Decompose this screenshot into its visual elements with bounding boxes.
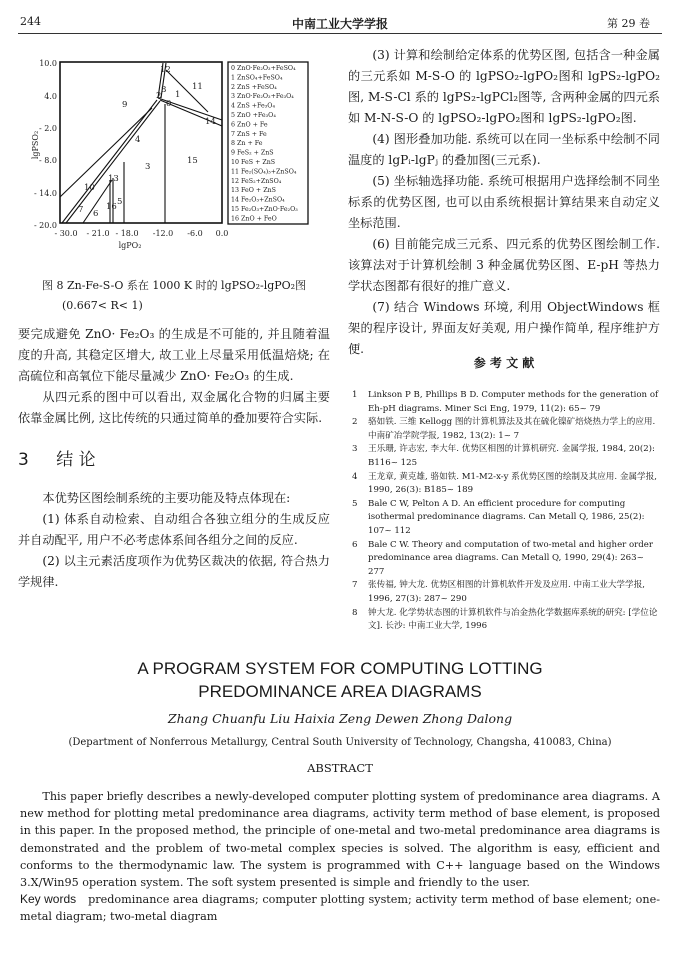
- section-heading: [18, 445, 330, 470]
- reference-item: [352, 498, 660, 539]
- legend-entry: 6 ZnO + Fe: [231, 121, 268, 129]
- legend-entry: 0 ZnO·Fe₂O₃+FeSO₄: [231, 65, 296, 72]
- y-axis-label: lgPSO₂: [31, 130, 40, 160]
- reference-text: Bale C W. Theory and computation of two-metal and higher order predominance area diagrams. Can Metall Q, 1990, 29(4): 263~ 277: [368, 539, 653, 577]
- legend-entry: 7 ZnS + Fe: [231, 130, 267, 138]
- reference-text: 钟大龙. 化学势状态图的计算机软件与冶金热化学数据库系统的研究: [学位论文]. 长沙: 中南工业大学, 1996: [368, 607, 658, 632]
- reference-number: 7: [352, 580, 358, 591]
- region-label: 12: [160, 65, 171, 75]
- legend-entry: 15 Fe₂O₃+ZnO·Fe₂O₃: [231, 206, 298, 213]
- region-labels: [78, 65, 216, 219]
- authors: Zhang Chuanfu Liu Haixia Zeng Dewen Zhong Dalong: [167, 711, 513, 726]
- reference-text: 王龙章, 黄克雄, 骆如铁. M1-M2-x-y 系优势区图的绘制及其应用. 金属学报, 1990, 26(3): B185~ 189: [368, 471, 657, 496]
- list-item: (4) 图形叠加功能. 系统可以在同一坐标系中绘制不同温度的 lgPᵢ-lgPⱼ 的叠加图(三元系).: [348, 132, 660, 167]
- legend-entry: 9 FeS₂ + ZnS: [231, 149, 274, 157]
- region-label: 13: [108, 174, 119, 184]
- reference-item: [352, 607, 660, 634]
- x-tick: - 21.0: [86, 229, 110, 238]
- paragraph: 从四元系的图中可以看出, 双金属化合物的归属主要依靠金属比例, 这比传统的只通过简单的叠加要符合实际.: [18, 390, 330, 425]
- reference-item: [352, 471, 660, 498]
- region-label: 9: [122, 100, 128, 110]
- list-item: (7) 结合 Windows 环境, 利用 ObjectWindows 框架的程序设计, 界面友好美观, 用户操作简单, 程序维护方便.: [348, 300, 660, 356]
- keywords: [20, 891, 660, 925]
- region-label: 8: [161, 85, 167, 95]
- legend-entry: 13 FeO + ZnS: [231, 187, 276, 195]
- reference-text: 张传福, 钟大龙. 优势区相图的计算机软件开发及应用. 中南工业大学学报, 1996, 27(3): 287~ 290: [368, 580, 645, 604]
- abstract-text: This paper briefly describes a newly-developed computer plotting system of predominance area diagrams. A new method for plotting metal predominance area diagrams, activity term method of base element, is proposed in this paper. In the proposed method, the principle of one-metal and two-metal predominance area diagrams is demonstrated and the problem of two-metal complex species is solved. The algorithm is easy, efficient and conforms to the thermodynamic law. The system is programmed with C++ language based on the Windows 3.X/Win95 operation system. The soft system presented is simple and friendly to the user.: [20, 790, 660, 890]
- legend-entry: 2 ZnS +FeSO₄: [231, 83, 277, 91]
- region-label: 2: [156, 91, 162, 101]
- reference-number: 6: [352, 539, 358, 550]
- reference-number: 4: [352, 471, 358, 482]
- x-tick: - 30.0: [54, 229, 78, 238]
- region-label: 10: [84, 183, 95, 193]
- reference-number: 5: [352, 498, 358, 509]
- page-number: 244: [20, 15, 41, 28]
- section-title: 结 论: [56, 450, 96, 470]
- region-label: 15: [187, 156, 198, 166]
- list-item: (2) 以主元素活度项作为优势区裁决的依据, 符合热力学规律.: [18, 554, 330, 589]
- reference-text: Linkson P B, Phillips B D. Computer methods for the generation of Eh-pH diagrams. Miner Sci Eng, 1979, 11(2): 65~ 79: [368, 390, 659, 414]
- reference-text: 王乐珊, 许志宏, 李大年. 优势区相图的计算机研究. 金属学报, 1984, 20(2): B116~ 125: [368, 444, 655, 468]
- legend-entry: 8 Zn + Fe: [231, 140, 263, 148]
- list-item: (1) 体系自动检索、自动组合各独立组分的生成反应并自动配平, 用户不必考虑体系间各组分之间的反应.: [18, 512, 330, 547]
- reference-item: [352, 579, 660, 606]
- english-title: [0, 657, 680, 703]
- legend-entry: 10 FeS + ZnS: [231, 159, 276, 166]
- affiliation: (Department of Nonferrous Metallurgy, Central South University of Technology, Changsha, 410083, China): [68, 737, 612, 748]
- region-label: 6: [93, 209, 99, 219]
- abstract-body: [20, 788, 660, 926]
- references-list: [352, 389, 660, 634]
- region-label: 3: [145, 162, 151, 172]
- x-tick: - 18.0: [115, 229, 139, 238]
- legend-entry: 16 ZnO + FeO: [231, 215, 277, 223]
- y-tick: - 8.0: [39, 156, 57, 165]
- figure-8-diagram: [0, 0, 330, 260]
- legend-entry: 14 Fe₂O₃+ZnSO₄: [231, 196, 285, 204]
- journal-name: 中南工业大学学报: [291, 17, 388, 31]
- legend: [231, 65, 298, 222]
- region-label: 1: [175, 90, 181, 100]
- section-number: 3: [18, 450, 29, 470]
- reference-number: 2: [352, 417, 358, 428]
- region-label: 0: [166, 99, 172, 109]
- x-axis-label: lgPO₂: [118, 241, 142, 250]
- x-tick: -12.0: [152, 229, 174, 238]
- reference-text: 骆如铁. 三维 Kellogg 图的计算机算法及其在硫化镍矿焙烧热力学上的应用. 中南矿冶学院学报, 1982, 13(2): 1~ 7: [368, 417, 656, 441]
- region-label: 14: [205, 117, 216, 127]
- keywords-text: predominance area diagrams; computer plotting system; activity term method of base element; one-metal diagram; two-metal diagram: [20, 893, 660, 924]
- reference-number: 3: [352, 444, 358, 455]
- legend-entry: 11 Fe₂(SO₄)₃+ZnSO₄: [231, 168, 297, 176]
- x-tick: 0.0: [215, 229, 229, 238]
- legend-entry: 12 FeS₂+ZnSO₄: [231, 177, 282, 185]
- references-heading: 参 考 文 献: [473, 356, 535, 370]
- list-item: (3) 计算和绘制给定体系的优势区图, 包括含一种金属的三元系如 M-S-O 的 lgPSO₂-lgPO₂图和 lgPS₂-lgPO₂图, M-S-Cl 系的 lgPS₂-lgPCl₂图等, 含两种金属的四元系如 M-N-S-O 的 lgPSO₂-lgPO₂图和 lgPS₂-lgPO₂图.: [348, 48, 660, 125]
- x-tick: -6.0: [187, 229, 203, 238]
- y-tick: 10.0: [39, 59, 57, 68]
- caption-line: (0.667< R< 1): [62, 299, 143, 312]
- title-line: A PROGRAM SYSTEM FOR COMPUTING LOTTING: [137, 659, 543, 678]
- legend-entry: 3 ZnO·Fe₂O₃+Fe₃O₄: [231, 93, 294, 101]
- abstract-heading: ABSTRACT: [307, 761, 373, 775]
- list-item: (6) 目前能完成三元系、四元系的优势区图绘制工作. 该算法对于计算机绘制 3 种金属优势区图、E-pH 等热力学状态图都有很好的推广意义.: [348, 237, 660, 293]
- caption-line: 图 8 Zn-Fe-S-O 系在 1000 K 时的 lgPSO₂-lgPO₂图: [42, 279, 307, 292]
- keywords-label: Key words: [20, 892, 77, 907]
- region-label: 4: [135, 135, 141, 145]
- y-tick: - 14.0: [33, 189, 57, 198]
- y-tick: - 20.0: [33, 221, 57, 230]
- reference-item: [352, 416, 660, 443]
- figure-caption: [42, 276, 306, 316]
- region-label: 16: [106, 202, 117, 212]
- volume: 第 29 卷: [607, 17, 650, 30]
- legend-entry: 1 ZnSO₄+FeSO₄: [231, 74, 283, 82]
- title-line: PREDOMINANCE AREA DIAGRAMS: [198, 682, 482, 701]
- legend-entry: 4 ZnS +Fe₃O₄: [231, 102, 275, 110]
- y-tick: 4.0: [44, 92, 57, 101]
- reference-item: [352, 389, 660, 416]
- list-item: (5) 坐标轴选择功能. 系统可根据用户选择绘制不同坐标系的优势区图, 也可以由系统根据计算结果来自动定义坐标范围.: [348, 174, 660, 230]
- region-label: 5: [117, 197, 123, 207]
- paragraph: 要完成避免 ZnO· Fe₂O₃ 的生成是不可能的, 并且随着温度的升高, 其稳定区增大, 故工业上尽量采用低温焙烧; 在高硫位和高氧位下能尽量减少 ZnO· Fe₂O₃ 的生成.: [18, 327, 330, 383]
- reference-text: Bale C W, Pelton A D. An efficient procedure for computing isothermal predominance diagrams. Can Metall Q, 1986, 25(2): 107~ 112: [368, 498, 645, 536]
- region-label: 11: [192, 82, 203, 92]
- boundary-line: [60, 108, 152, 197]
- reference-number: 1: [352, 390, 358, 400]
- left-column: [18, 324, 330, 593]
- region-label: 7: [78, 205, 84, 215]
- legend-entry: 5 ZnO +Fe₃O₄: [231, 112, 276, 119]
- y-tick: - 2.0: [39, 124, 57, 133]
- paragraph: 本优势区图绘制系统的主要功能及特点体现在:: [42, 491, 291, 505]
- reference-item: [352, 443, 660, 470]
- reference-item: [352, 539, 660, 580]
- right-column: [348, 45, 660, 360]
- reference-number: 8: [352, 607, 358, 618]
